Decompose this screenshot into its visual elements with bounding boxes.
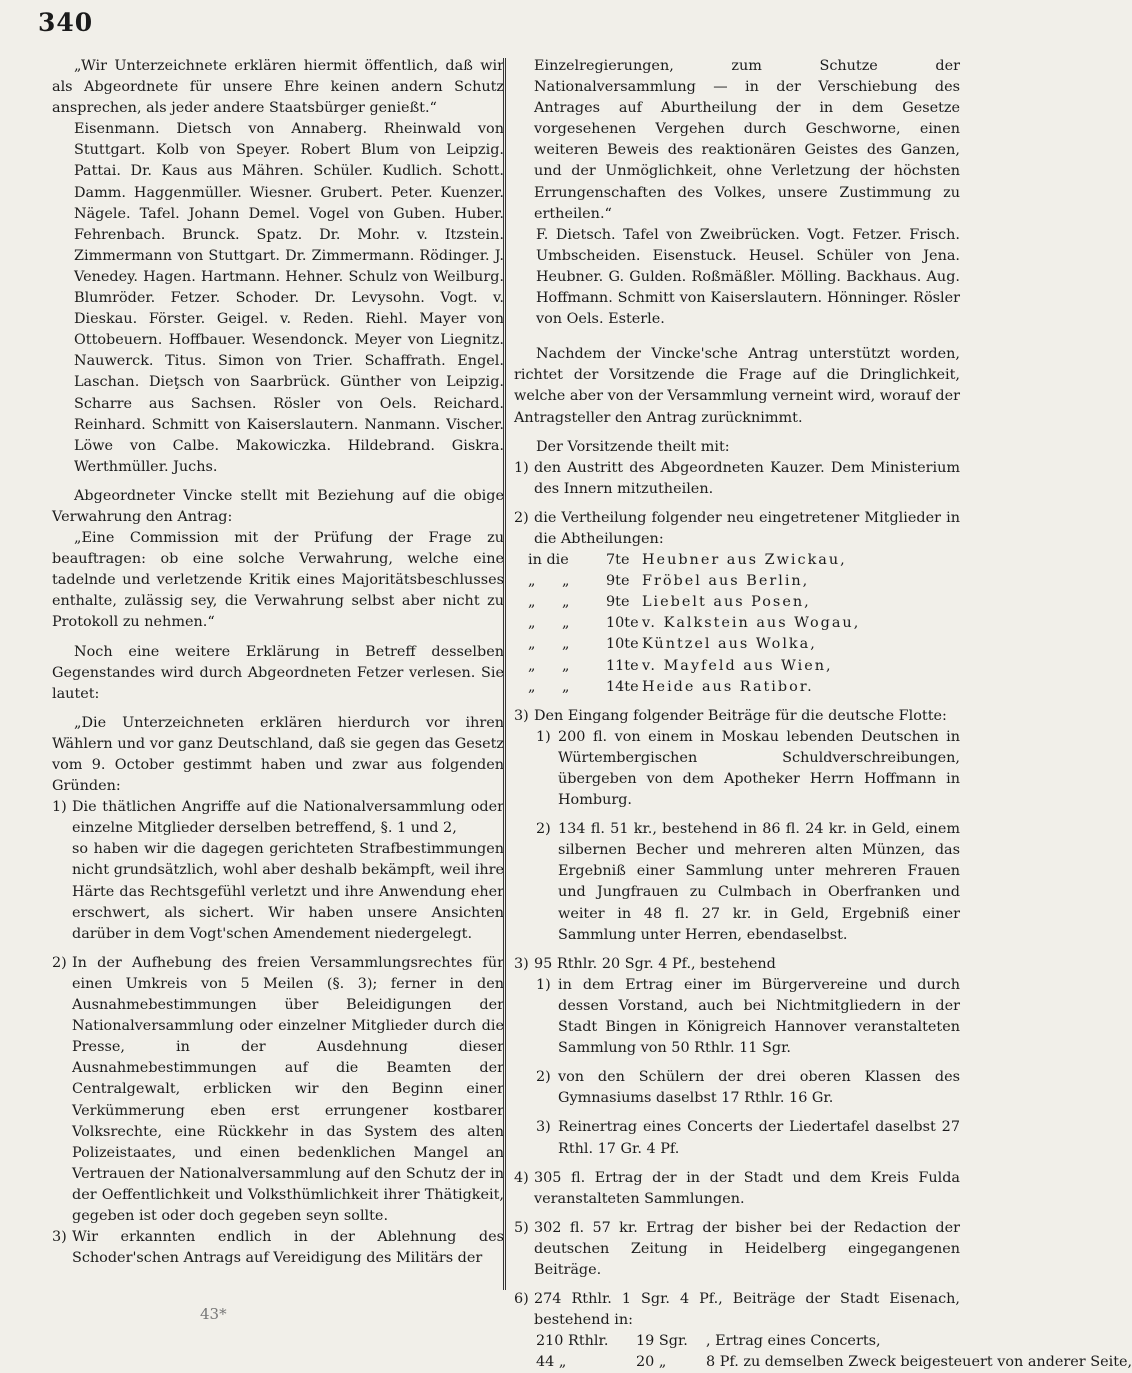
notice-2 — [514, 508, 960, 550]
member-row: „ „ 9te Liebelt aus Posen, — [528, 594, 811, 611]
member-row: „ „ 10te v. Kalkstein aus Wogau, — [528, 615, 861, 632]
signatures-list: Eisenmann. Dietsch von Annaberg. Rheinwald von Stuttgart. Kolb von Speyer. Robert Blum von Leipzig. Pattai. Dr. Kaus aus Mähren. Schüler. Kudlich. Schott. Damm. Haggenmüller. Wiesner. Grubert. Peter. Kuenzer. Nägele. Tafel. Johann Demel. Vogel von Guben. Huber. Fehrenbach. Brunck. Spatz. Dr. Mohr. v. Itzstein. Zimmermann von Stuttgart. Dr. Zimmermann. Rödinger. J. Venedey. Hagen. Hartmann. Hehner. Schulz von Weilburg. Blumröder. Fetzer. Schoder. Dr. Levysohn. Vogt. v. Dieskau. Förster. Geigel. v. Reden. Riehl. Mayer von Ottobeuern. Hoffbauer. Wesendonck. Meyer von Liegnitz. Nauwerck. Titus. Simon von Trier. Schaffrath. Engel. Laschan. Dieţsch von Saarbrück. Günther von Leipzig. Scharre aus Sachsen. Rösler von Oels. Reichard. Reinhard. Schmitt von Kaiserslautern. Nanmann. Vischer. Löwe von Calbe. Makowiczka. Hildebrand. Giskra. Werthmüller. Juchs. — [74, 121, 504, 475]
notice-number: 2) — [514, 509, 529, 526]
reason-number: 2) — [52, 954, 67, 971]
vincke-intro: Abgeordneter Vincke stellt mit Beziehung auf die obige Verwahrung den Antrag: — [52, 487, 504, 525]
reason-number: 1) — [52, 799, 67, 816]
notice-number: 3) — [514, 707, 529, 724]
page-number: 340 — [38, 8, 94, 37]
member-row: „ „ 14te Heide aus Ratibor. — [528, 678, 814, 695]
member-row: „ „ 11te v. Mayfeld aus Wien, — [528, 657, 833, 674]
notice-3 — [514, 706, 960, 727]
contribution-6-row: 44 „ 20 „ 8 Pf. zu demselben Zweck beigesteuert von anderer Seite, — [536, 1354, 1132, 1371]
contribution-5: 5) 302 fl. 57 kr. Ertrag der bisher bei der Redaction der deutschen Zeitung in Heidelberg eingegangenen Beiträge. — [514, 1219, 960, 1278]
member-row: „ „ 9te Fröbel aus Berlin, — [528, 573, 810, 590]
reason-text: Wir erkannten endlich in der Ablehnung des Schoder'schen Antrags auf Vereidigung des Militärs der — [72, 1229, 504, 1267]
fetzer-intro: Noch eine weitere Erklärung in Betreff desselben Gegenstandes wird durch Abgeordneten Fetzer verlesen. Sie lautet: — [52, 643, 504, 702]
notice-text: die Vertheilung folgender neu eingetretener Mitglieder in die Abtheilungen: — [534, 509, 960, 547]
reason-2 — [52, 953, 504, 1227]
contribution-6-row: 210 Rthlr. 19 Sgr. , Ertrag eines Concerts, — [536, 1333, 881, 1350]
contribution-4: 4) 305 fl. Ertrag der in der Stadt und dem Kreis Fulda veranstalteten Sammlungen. — [514, 1169, 960, 1207]
notice-1 — [514, 458, 960, 500]
member-row: in die 7te Heubner aus Zwickau, — [528, 552, 847, 569]
contribution-3-1: 1) in dem Ertrag einer im Bürgervereine und durch dessen Vorstand, auch bei Nichtmitgliedern in der Stadt Bingen in Königreich Hannover veranstalteten Sammlung von 50 Rthlr. 11 Sgr. — [536, 976, 960, 1057]
contribution-6: 6) 274 Rthlr. 1 Sgr. 4 Pf., Beiträge der Stadt Eisenach, bestehend in: — [514, 1291, 960, 1329]
reason-1 — [52, 797, 504, 839]
declaration-quote: „Wir Unterzeichnete erklären hiermit öffentlich, daß wir als Abgeordnete für unsere Ehre keinen andern Schutz ansprechen, als jeder andere Staatsbürger genießt.“ — [52, 58, 504, 117]
contribution-1: 1) 200 fl. von einem in Moskau lebenden Deutschen in Würtembergischen Schuldverschreibungen, übergeben von dem Apotheker Herrn Hoffmann in Homburg. — [536, 728, 960, 809]
notice-number: 1) — [514, 459, 529, 476]
contribution-3: 3) 95 Rthlr. 20 Sgr. 4 Pf., bestehend — [514, 955, 776, 972]
declaration-intro: „Die Unterzeichneten erklären hierdurch vor ihren Wählern und vor ganz Deutschland, daß sie gegen das Gesetz vom 9. October gestimmt haben und zwar aus folgenden Gründen: — [52, 714, 504, 795]
signatures-list-2: F. Dietsch. Tafel von Zweibrücken. Vogt. Fetzer. Frisch. Umbscheiden. Eisenstuck. Heusel. Schüler von Jena. Heubner. G. Gulden. Roßmäßler. Mölling. Backhaus. Aug. Hoffmann. Schmitt von Kaiserslautern. Hönninger. Rösler von Oels. Esterle. — [536, 226, 960, 328]
vincke-motion: „Eine Commission mit der Prüfung der Frage zu beauftragen: ob eine solche Verwahrung, welche eine tadelnde und verletzende Kritik eines Majoritätsbeschlusses enthalte, zulässig sey, die Verwahrung selbst aber nicht zu Protokoll zu nehmen.“ — [52, 530, 504, 631]
contribution-3-3: 3) Reinertrag eines Concerts der Liedertafel daselbst 27 Rthl. 17 Gr. 4 Pf. — [536, 1119, 960, 1157]
member-list — [514, 550, 960, 698]
chair-announcement: Der Vorsitzende theilt mit: — [536, 438, 730, 455]
notice-text: Den Eingang folgender Beiträge für die deutsche Flotte: — [534, 707, 947, 724]
reason-3-continuation: Einzelregierungen, zum Schutze der Nationalversammlung — in der Verschiebung des Antrages auf Aburtheilung der in dem Gesetze vorgesehenen Vergehen durch Geschworne, einen weiteren Beweis des reaktionären Geistes des Ganzen, und der Unmöglichkeit, ohne Verletzung der höchsten Errungenschaften des Volkes, unsere Zustimmung zu ertheilen.“ — [534, 58, 960, 222]
reason-1-continuation: so haben wir die dagegen gerichteten Strafbestimmungen nicht grundsätzlich, wohl aber deshalb bekämpft, weil ihre Härte das Rechtsgefühl verletzt und ihre Anwendung eher erschwert, als sichert. Wir haben unsere Ansichten darüber in dem Vogt'schen Amendement niedergelegt. — [72, 841, 504, 942]
right-column — [514, 56, 1132, 1373]
contribution-3-2: 2) von den Schülern der drei oberen Klassen des Gymnasiums daselbst 17 Rthlr. 16 Gr. — [536, 1069, 960, 1107]
reason-3 — [52, 1227, 504, 1269]
left-column — [52, 56, 504, 1269]
reason-text: In der Aufhebung des freien Versammlungsrechtes für einen Umkreis von 5 Meilen (§. 3); ferner in den Ausnahmebestimmungen über Beleidigungen der Nationalversammlung oder einzelner Mitglieder durch die Presse, in der Ausdehnung dieser Ausnahmebestimmungen auf die Beamten der Centralgewalt, erblicken wir den Beginn einer Verkümmerung eben erst errungener kostbarer Volksrechte, eine Rückkehr in das System des alten Polizeistaates, und einen bedenklichen Mangel an Vertrauen der Nationalversammlung auf den Schutz der in der Oeffentlichkeit und Volksthümlichkeit ihrer Thätigkeit, gegeben ist oder doch gegeben seyn sollte. — [72, 954, 504, 1224]
column-divider — [503, 58, 506, 1290]
reason-text: Die thätlichen Angriffe auf die Nationalversammlung oder einzelne Mitglieder derselben betreffend, §. 1 und 2, — [72, 799, 504, 837]
after-vincke-paragraph: Nachdem der Vincke'sche Antrag unterstützt worden, richtet der Vorsitzende die Frage auf die Dringlichkeit, welche aber von der Versammlung verneint wird, worauf der Antragsteller den Antrag zurücknimmt. — [514, 346, 960, 426]
notice-text: den Austritt des Abgeordneten Kauzer. Dem Ministerium des Innern mitzutheilen. — [534, 459, 960, 497]
contribution-2: 2) 134 fl. 51 kr., bestehend in 86 fl. 24 kr. in Geld, einem silbernen Becher und mehreren alten Münzen, das Ergebniß einer Sammlung unter mehreren Frauen und Jungfrauen zu Culmbach in Oberfranken und weiter in 48 fl. 27 kr. in Geld, Ergebniß einer Sammlung unter Herren, ebendaselbst. — [536, 821, 960, 943]
reason-number: 3) — [52, 1229, 67, 1246]
member-row: „ „ 10te Küntzel aus Wolka, — [528, 636, 817, 653]
signature-mark: 43* — [200, 1305, 227, 1323]
